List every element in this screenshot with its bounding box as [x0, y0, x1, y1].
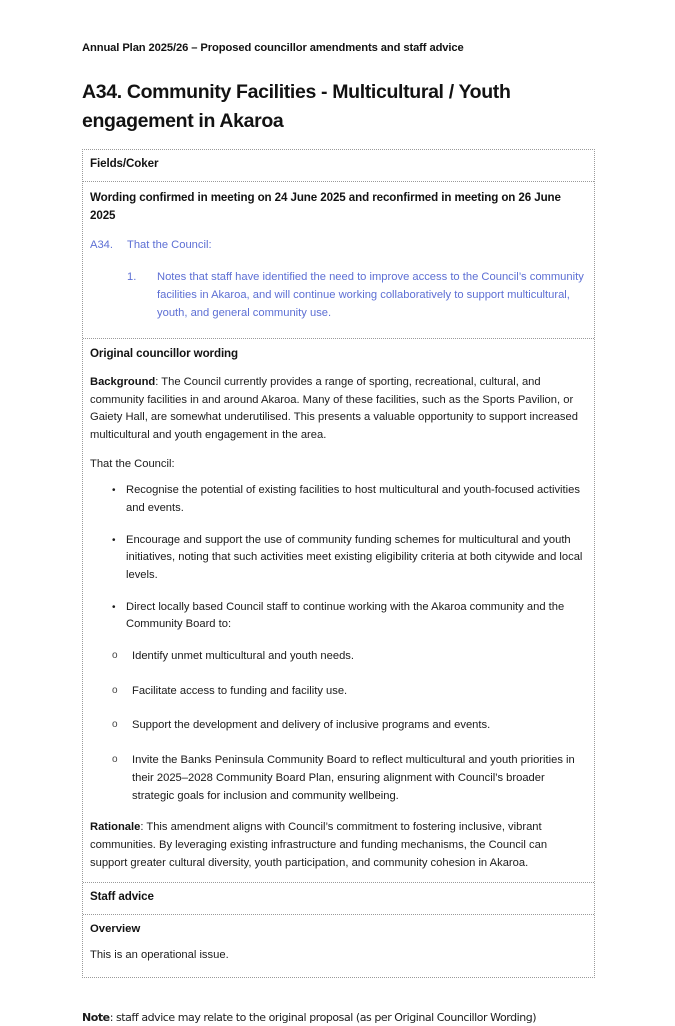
bullet-icon: • — [112, 534, 116, 546]
list-item — [90, 599, 587, 806]
list-item-text: Direct locally based Council staff to continue working with the Akaroa community and the Community Board to: — [126, 600, 565, 631]
clause-item — [127, 268, 587, 322]
list-item — [90, 717, 587, 735]
page-title: A34. Community Facilities - Multicultural / Youth engagement in Akaroa — [82, 80, 511, 133]
background-paragraph — [90, 374, 587, 445]
bullet-icon: • — [112, 485, 116, 497]
running-header: Annual Plan 2025/26 – Proposed councillor amendments and staff advice — [82, 42, 464, 54]
original-wording-heading: Original councillor wording — [90, 347, 239, 361]
clause-reference: A34. — [90, 239, 114, 252]
footer-note-text: : staff advice may relate to the original proposal (as per Original Councillor Wording) — [109, 1010, 537, 1024]
clause-intro-text: That the Council: — [127, 239, 212, 252]
list-item-text: Invite the Banks Peninsula Community Board to reflect multicultural and youth priorities in their 2025–2028 Community Board Plan, ensuring alignment with Council’s broader strategic goals for inclusion and community wellbeing. — [132, 754, 575, 802]
circle-bullet-icon: o — [112, 650, 118, 662]
clause-intro-line — [90, 237, 587, 254]
background-text: : The Council currently provides a range of sporting, recreational, cultural, and community facilities in and around Akaroa. Many of these facilities, such as the Sports Pavilion, or Gaiety Hall, are somewhat underutilised. This presents a valuable opportunity to support increased multicultural and youth engagement in the area. — [90, 375, 578, 441]
staff-advice-heading: Staff advice — [90, 890, 154, 904]
table-row-councillors — [83, 150, 594, 182]
circle-bullet-icon: o — [112, 684, 118, 696]
bullet-icon: • — [112, 601, 116, 613]
rationale-label: Rationale — [90, 821, 141, 834]
table-row-confirmed-wording — [83, 182, 594, 339]
clause-item-text: Notes that staff have identified the need to improve access to the Council’s community facilities in Akaroa, and will continue working collaboratively to support multicultural, youth, and general community use. — [157, 270, 584, 319]
rationale-paragraph — [90, 819, 587, 872]
list-item-text: Recognise the potential of existing facilities to host multicultural and youth-focused activities and events. — [126, 484, 580, 514]
footer-note-label: Note — [82, 1010, 110, 1024]
list-item — [90, 532, 587, 585]
table-row-original-wording — [83, 339, 594, 883]
overview-heading: Overview — [90, 923, 141, 936]
list-item-text: Support the development and delivery of inclusive programs and events. — [132, 719, 491, 732]
list-item-text: Identify unmet multicultural and youth needs. — [132, 650, 355, 663]
list-item — [90, 482, 587, 517]
councillors-label: Fields/Coker — [90, 156, 159, 170]
circle-bullet-icon: o — [112, 719, 118, 731]
background-label: Background — [90, 375, 156, 388]
footer-note — [82, 1010, 595, 1026]
confirmed-wording-heading: Wording confirmed in meeting on 24 June 2025 and reconfirmed in meeting on 26 June 2025 — [90, 190, 561, 222]
original-wording-bullets — [90, 482, 587, 805]
clause-item-number: 1. — [127, 270, 137, 283]
circle-bullet-icon: o — [112, 754, 118, 766]
list-item — [90, 683, 587, 701]
amendment-table — [82, 149, 595, 978]
list-item — [90, 648, 587, 666]
list-item-text: Encourage and support the use of community funding schemes for multicultural and youth initiatives, noting that such activities meet existing eligibility criteria at both citywide and local levels. — [126, 533, 583, 581]
table-row-staff-advice — [83, 883, 594, 915]
list-item-text: Facilitate access to funding and facility use. — [132, 684, 348, 697]
rationale-text: : This amendment aligns with Council’s commitment to fostering inclusive, vibrant communities. By leveraging existing infrastructure and funding mechanisms, the Council can support greater cultural diversity, youth participation, and community cohesion in Akaroa. — [90, 821, 548, 869]
overview-text: This is an operational issue. — [90, 948, 229, 961]
lead-in-text: That the Council: — [90, 457, 175, 470]
original-wording-sub-bullets — [90, 648, 587, 805]
list-item — [90, 752, 587, 805]
table-row-overview — [83, 915, 594, 977]
